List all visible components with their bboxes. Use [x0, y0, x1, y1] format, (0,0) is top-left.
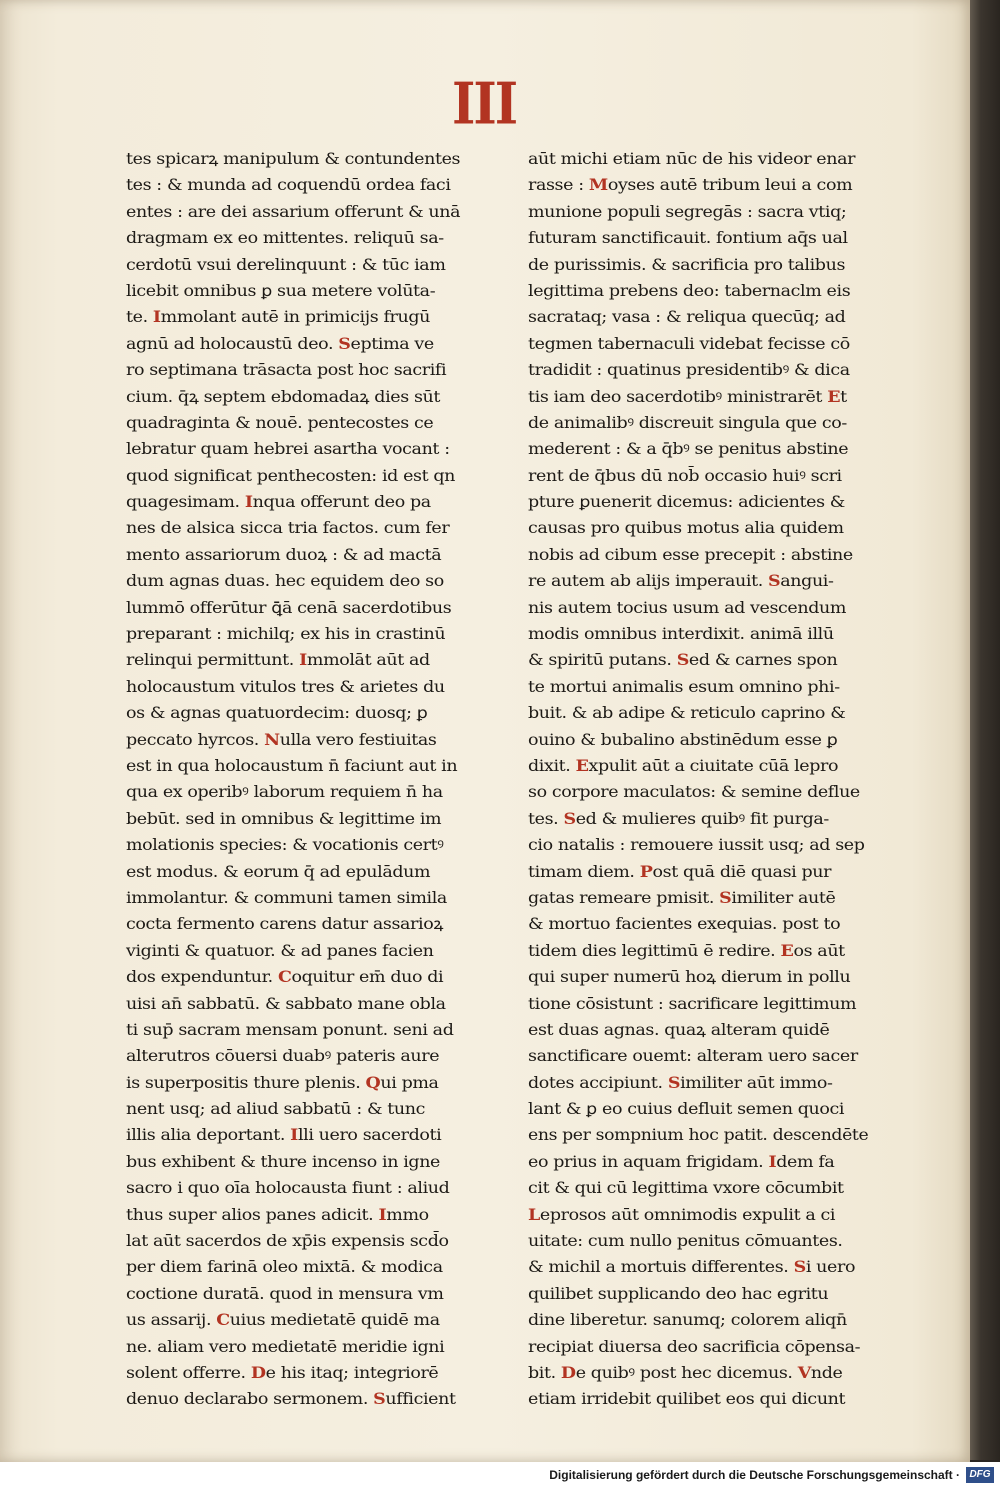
text-line: nent usq; ad aliud sabbatū : & tunc [126, 1100, 426, 1119]
text-line: lant & ꝑ eo cuius defluit semen quoci [528, 1100, 845, 1119]
text-line: de animalibꝰ discreuit singula que co- [528, 413, 847, 432]
text-line: thus super alios panes adicit. Immo [126, 1204, 429, 1224]
rubricated-initial: I [152, 307, 161, 327]
text-line: coctione duratā. quod in mensura vm [126, 1284, 444, 1303]
text-line: futuram sanctificauit. fontium aq̄s ual [528, 229, 848, 248]
rubricated-initial: E [780, 940, 794, 960]
text-line: & michil a mortuis differentes. Si uero [528, 1257, 856, 1277]
text-line: alterutros cōuersi duabꝰ pateris aure [126, 1047, 440, 1066]
rubricated-initial: I [299, 650, 307, 670]
left-text-column [126, 146, 466, 1413]
text-line: dixit. Expulit aūt a ciuitate cūā lepro [528, 755, 839, 775]
text-line: bebūt. sed in omnibus & legittime im [126, 809, 442, 828]
text-line: quadraginta & nouē. pentecostes ce [126, 413, 434, 432]
text-line: pture ꝑuenerit dicemus: adicientes & [528, 493, 845, 512]
text-line: rent de q̄bus dū nob̄ occasio huiꝰ scri [528, 466, 842, 485]
rubricated-initial: P [639, 861, 653, 881]
text-line: re autem ab alijs imperauit. Sangui- [528, 571, 834, 591]
rubricated-initial: I [244, 492, 253, 512]
rubricated-initial: S [676, 650, 689, 670]
rubricated-initial: V [797, 1362, 811, 1382]
rubricated-initial: L [528, 1204, 540, 1224]
text-line: aūt michi etiam nūc de his videor enar [528, 150, 856, 168]
text-line: cocta fermento carens datur assarioꝝ [126, 915, 444, 934]
rubricated-initial: I [290, 1125, 298, 1145]
text-line: denuo declarabo sermonem. Sufficient [126, 1389, 456, 1409]
text-line: solent offerre. De his itaq; integriorē [126, 1362, 439, 1382]
text-line: te mortui animalis esum omnino phi- [528, 677, 840, 696]
text-line: tione cōsistunt : sacrificare legittimum [528, 994, 857, 1013]
text-line: mento assariorum duoꝝ : & ad mactā [126, 545, 442, 564]
text-line: tes : & munda ad coquendū ordea faci [126, 176, 451, 195]
text-line: os & agnas quatuordecim: duosq; ꝑ [126, 704, 428, 723]
text-line: cerdotū vsui derelinquunt : & tūc iam [126, 255, 446, 274]
rubricated-initial: S [719, 887, 732, 907]
text-line: tradidit : quatinus presidentibꝰ & dica [528, 361, 850, 380]
rubricated-initial: E [827, 386, 841, 406]
text-line: dotes accipiunt. Similiter aūt immo- [528, 1072, 833, 1092]
text-line: us assarij. Cuius medietatē quidē ma [126, 1310, 440, 1330]
rubricated-initial: I [378, 1204, 387, 1224]
text-line: sacro i quo oīa holocausta fiunt : aliud [126, 1179, 450, 1198]
text-line: de purissimis. & sacrificia pro talibus [528, 255, 846, 274]
text-line: nobis ad cibum esse precepit : abstine [528, 545, 853, 564]
digitization-footer [0, 1462, 1000, 1488]
text-line: lummō offerūtur ꝗ̄ā cenā sacerdotibus [126, 598, 452, 617]
text-line: qua ex operibꝰ laborum requiem n̄ ha [126, 783, 443, 802]
text-line: dragmam ex eo mittentes. reliquū sa- [126, 229, 444, 248]
text-line: etiam irridebit quilibet eos qui dicunt [528, 1390, 846, 1409]
rubricated-initial: C [216, 1310, 230, 1330]
text-line: lebratur quam hebrei asartha vocant : [126, 440, 450, 459]
text-line: immolantur. & communi tamen simila [126, 888, 447, 907]
rubricated-initial: S [667, 1072, 681, 1092]
text-line: nis autem tocius usum ad vescendum [528, 598, 847, 617]
text-line: is superpositis thure plenis. Qui pma [126, 1072, 439, 1092]
rubricated-initial: M [588, 175, 608, 195]
text-line: qui super numerū hoꝝ dierum in pollu [528, 968, 851, 987]
text-line: quagesimam. Inqua offerunt deo pa [126, 492, 431, 512]
text-line: bit. De quibꝰ post hec dicemus. Vnde [528, 1362, 843, 1382]
text-line: tes spicarꝝ manipulum & contundentes [126, 150, 461, 168]
text-line: mederent : & a q̄bꝰ se penitus abstine [528, 440, 849, 459]
text-line: ro septimana trāsacta post hoc sacrifi [126, 361, 447, 380]
text-line: tis iam deo sacerdotibꝰ ministrarēt Et [528, 386, 847, 406]
text-line: causas pro quibus motus alia quidem [528, 519, 844, 538]
text-line: lat aūt sacerdos de xp̄is expensis scd̄o [126, 1232, 449, 1251]
rubricated-initial: S [563, 808, 576, 828]
folio-number: III [452, 69, 517, 138]
text-line: tes. Sed & mulieres quibꝰ fit purga- [528, 808, 829, 828]
text-line: peccato hyrcos. Nulla vero festiuitas [126, 729, 437, 749]
text-line: entes : are dei assarium offerunt & unā [126, 202, 461, 221]
text-line: quod significat penthecosten: id est qn [126, 466, 456, 485]
rubricated-initial: S [338, 333, 351, 353]
text-line: tidem dies legittimū ē redire. Eos aūt [528, 940, 845, 960]
text-line: modis omnibus interdixit. animā illū [528, 625, 834, 644]
text-line: sanctificare ouemt: alteram uero sacer [528, 1047, 858, 1066]
rubricated-initial: D [560, 1362, 576, 1382]
text-line: cium. q̄ꝝ septem ebdomadaꝝ dies sūt [126, 387, 441, 406]
text-line: recipiat diuersa deo sacrificia cōpensa- [528, 1337, 861, 1356]
rubricated-initial: E [575, 755, 589, 775]
text-line: dos expenduntur. Coquitur em̄ duo di [126, 967, 444, 987]
text-line: bus exhibent & thure incenso in igne [126, 1152, 441, 1171]
rubricated-initial: N [264, 729, 280, 749]
text-line: munione populi segregās : sacra vtiq; [528, 202, 847, 221]
text-line: timam diem. Post quā diē quasi pur [528, 861, 832, 881]
text-line: viginti & quatuor. & ad panes facien [126, 941, 434, 960]
text-line: Leprosos aūt omnimodis expulit a ci [528, 1204, 836, 1224]
text-line: rasse : Moyses autē tribum leui a com [528, 175, 853, 195]
text-line: ne. aliam vero medietatē meridie igni [126, 1337, 445, 1356]
text-line: cio natalis : remouere iussit usq; ad sep [528, 836, 865, 855]
text-line: legittima prebens deo: tabernaclm eis [528, 281, 851, 300]
text-line: holocaustum vitulos tres & arietes du [126, 677, 445, 696]
scan-background-edge [968, 0, 1000, 1460]
text-line: ti sup̄ sacram mensam ponunt. seni ad [126, 1020, 454, 1039]
text-line: illis alia deportant. Illi uero sacerdoti [126, 1125, 442, 1145]
text-line: est in qua holocaustum n̄ faciunt aut in [126, 756, 458, 775]
text-line: nes de alsica sicca tria factos. cum fer [126, 519, 450, 538]
text-line: & mortuo facientes exequias. post to [528, 915, 841, 934]
text-line: te. Immolant autē in primicijs frugū [126, 307, 430, 327]
text-line: agnū ad holocaustū deo. Septima ve [126, 333, 434, 353]
text-line: sacrataq; vasa : & reliqua quecūq; ad [528, 308, 846, 327]
text-line: relinqui permittunt. Immolāt aūt ad [126, 650, 430, 670]
rubricated-initial: D [250, 1362, 266, 1382]
text-line: buit. & ab adipe & reticulo caprino & [528, 704, 846, 723]
text-line: & spiritū putans. Sed & carnes spon [528, 650, 838, 670]
text-line: gatas remeare pmisit. Similiter autē [528, 887, 836, 907]
rubricated-initial: S [373, 1389, 386, 1409]
text-line: ouino & bubalino abstinēdum esse ꝑ [528, 730, 838, 749]
text-line: tegmen tabernaculi videbat fecisse cō [528, 334, 850, 353]
text-line: est duas agnas. quaꝝ alteram quidē [528, 1020, 830, 1039]
text-line: per diem farinā oleo mixtā. & modica [126, 1258, 443, 1277]
rubricated-initial: S [768, 571, 781, 591]
rubricated-initial: C [277, 967, 292, 987]
text-line: molationis species: & vocationis certꝰ [126, 836, 444, 855]
text-line: dum agnas duas. hec equidem deo so [126, 572, 444, 591]
text-line: est modus. & eorum q̄ ad epulādum [126, 862, 431, 881]
text-line: preparant : michilq; ex his in crastinū [126, 625, 446, 644]
funding-credit: Digitalisierung gefördert durch die Deutsche Forschungsgemeinschaft · [549, 1468, 960, 1482]
text-line: cit & qui cū legittima vxore cōcumbit [528, 1179, 844, 1198]
text-line: eo prius in aquam frigidam. Idem fa [528, 1151, 835, 1171]
text-line: licebit omnibus ꝑ sua metere volūta- [126, 281, 436, 300]
text-line: quilibet supplicando deo hac egritu [528, 1284, 829, 1303]
text-line: dine liberetur. sanumq; colorem aliqn̄ [528, 1311, 847, 1330]
dfg-logo: DFG [966, 1467, 994, 1483]
rubricated-initial: S [793, 1257, 806, 1277]
rubricated-initial: I [768, 1151, 777, 1171]
text-line: uisi an̄ sabbatū. & sabbato mane obla [126, 994, 446, 1013]
text-line: uitate: cum nullo penitus cōmuantes. [528, 1232, 843, 1251]
rubricated-initial: Q [365, 1072, 381, 1092]
right-text-column [528, 146, 868, 1413]
text-line: so corpore maculatos: & semine deflue [528, 783, 860, 802]
text-line: ens per sompnium hoc patit. descendēte [528, 1126, 869, 1145]
